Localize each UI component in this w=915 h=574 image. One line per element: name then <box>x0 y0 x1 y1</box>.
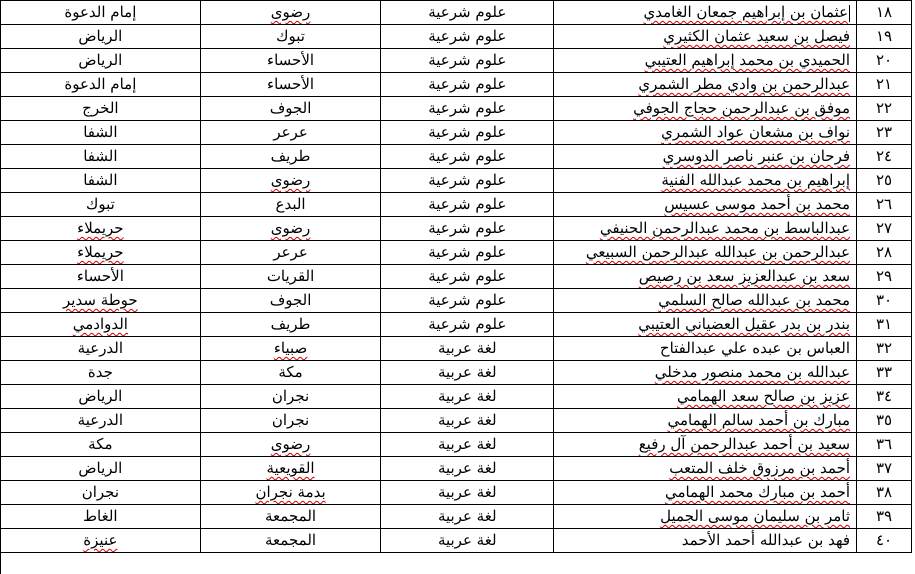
specialization-cell <box>381 241 554 265</box>
specialization-cell <box>381 193 554 217</box>
table-row <box>1 97 912 121</box>
name-cell <box>554 193 857 217</box>
table-row <box>1 385 912 409</box>
destination-cell <box>1 433 201 457</box>
table-row <box>1 433 912 457</box>
destination-cell-text: نجران <box>81 483 120 501</box>
current-city-cell <box>200 409 381 433</box>
specialization-cell-text: علوم شرعية <box>428 267 507 285</box>
specialization-cell-text: لغة عربية <box>437 363 497 381</box>
row-number-text: ٣٧ <box>875 459 893 477</box>
current-city-cell-text: المجمعة <box>265 531 317 549</box>
specialization-cell <box>381 409 554 433</box>
specialization-cell-text: لغة عربية <box>437 339 497 357</box>
row-number <box>857 433 912 457</box>
specialization-cell-text: لغة عربية <box>437 507 497 525</box>
name-cell-text: أحمد بن مرزوق خلف المتعب <box>669 459 851 477</box>
current-city-cell <box>200 289 381 313</box>
row-number <box>857 25 912 49</box>
name-cell-text: العباس بن عبده علي عبدالفتاح <box>659 339 851 357</box>
current-city-cell-text: رضوى <box>270 435 311 453</box>
table-body <box>1 1 912 553</box>
specialization-cell <box>381 73 554 97</box>
current-city-cell <box>200 169 381 193</box>
specialization-cell-text: علوم شرعية <box>428 315 507 333</box>
name-cell <box>554 505 857 529</box>
row-number <box>857 145 912 169</box>
specialization-cell <box>381 385 554 409</box>
current-city-cell-text: نجران <box>271 387 310 405</box>
current-city-cell <box>200 481 381 505</box>
current-city-cell <box>200 97 381 121</box>
destination-cell <box>1 73 201 97</box>
table-row <box>1 25 912 49</box>
row-number <box>857 337 912 361</box>
current-city-cell-text: رضوى <box>270 219 311 237</box>
specialization-cell-text: لغة عربية <box>437 531 497 549</box>
destination-cell-text: إمام الدعوة <box>64 3 137 21</box>
current-city-cell <box>200 385 381 409</box>
current-city-cell-text: طريف <box>270 147 311 165</box>
name-cell-text: مبارك بن أحمد سالم الهمامي <box>667 411 851 429</box>
current-city-cell <box>200 145 381 169</box>
table-row <box>1 217 912 241</box>
current-city-cell <box>200 529 381 553</box>
current-city-cell <box>200 241 381 265</box>
destination-cell-text: جدة <box>87 363 113 381</box>
name-cell <box>554 97 857 121</box>
destination-cell <box>1 289 201 313</box>
row-number-text: ٢١ <box>875 75 893 93</box>
name-cell <box>554 337 857 361</box>
specialization-cell <box>381 169 554 193</box>
table-row <box>1 457 912 481</box>
specialization-cell-text: علوم شرعية <box>428 243 507 261</box>
current-city-cell-text: نجران <box>271 411 310 429</box>
specialization-cell-text: علوم شرعية <box>428 75 507 93</box>
table-row <box>1 313 912 337</box>
destination-cell <box>1 529 201 553</box>
row-number-text: ١٨ <box>875 3 893 21</box>
specialization-cell-text: لغة عربية <box>437 387 497 405</box>
row-number-text: ٣٨ <box>875 483 893 501</box>
row-number <box>857 121 912 145</box>
destination-cell <box>1 193 201 217</box>
specialization-cell-text: علوم شرعية <box>428 219 507 237</box>
name-cell <box>554 265 857 289</box>
table-row <box>1 481 912 505</box>
name-cell <box>554 145 857 169</box>
destination-cell-text: إمام الدعوة <box>64 75 137 93</box>
destination-cell <box>1 49 201 73</box>
row-number-text: ٢٣ <box>875 123 893 141</box>
destination-cell <box>1 265 201 289</box>
name-cell <box>554 289 857 313</box>
name-cell-text: عبدالله بن محمد منصور مدخلي <box>654 363 851 381</box>
destination-cell <box>1 25 201 49</box>
specialization-cell <box>381 1 554 25</box>
name-cell <box>554 121 857 145</box>
name-cell <box>554 409 857 433</box>
current-city-cell-text: تبوك <box>276 27 305 45</box>
table-row <box>1 169 912 193</box>
specialization-cell-text: علوم شرعية <box>428 27 507 45</box>
table-row <box>1 337 912 361</box>
table-row <box>1 1 912 25</box>
specialization-cell <box>381 289 554 313</box>
table-row <box>1 409 912 433</box>
table-row <box>1 265 912 289</box>
destination-cell <box>1 97 201 121</box>
destination-cell-text: الدرعية <box>77 411 124 429</box>
destination-cell <box>1 241 201 265</box>
row-number-text: ١٩ <box>875 27 893 45</box>
name-cell <box>554 241 857 265</box>
specialization-cell <box>381 529 554 553</box>
specialization-cell <box>381 265 554 289</box>
destination-cell <box>1 385 201 409</box>
row-number-text: ٢٤ <box>875 147 893 165</box>
destination-cell-text: الرياض <box>78 387 123 405</box>
row-number <box>857 217 912 241</box>
name-cell-text: سعد بن عبدالعزيز سعد بن رصيص <box>638 267 851 285</box>
name-cell-text: الحميدي بن محمد إبراهيم العتيبي <box>644 51 851 69</box>
destination-cell <box>1 505 201 529</box>
table-row <box>1 289 912 313</box>
name-cell-text: فهد بن عبدالله أحمد الأحمد <box>681 531 851 549</box>
row-number <box>857 385 912 409</box>
destination-cell <box>1 169 201 193</box>
destination-cell-text: حريملاء <box>77 243 124 261</box>
table-row <box>1 505 912 529</box>
page-left-edge <box>0 0 1 574</box>
name-cell <box>554 1 857 25</box>
row-number <box>857 241 912 265</box>
current-city-cell <box>200 121 381 145</box>
current-city-cell-text: البدع <box>275 195 306 213</box>
current-city-cell-text: المجمعة <box>265 507 317 525</box>
table-row <box>1 121 912 145</box>
current-city-cell-text: مكة <box>278 363 303 381</box>
current-city-cell <box>200 1 381 25</box>
row-number-text: ٣٣ <box>875 363 893 381</box>
table-row <box>1 361 912 385</box>
specialization-cell <box>381 121 554 145</box>
name-cell-text: عثمان بن إبراهيم جمعان الغامدي <box>643 3 849 21</box>
current-city-cell-text: رضوى <box>270 171 311 189</box>
table-row <box>1 145 912 169</box>
destination-cell-text: مكة <box>88 435 113 453</box>
specialization-cell <box>381 25 554 49</box>
specialization-cell <box>381 97 554 121</box>
current-city-cell <box>200 313 381 337</box>
name-cell <box>554 529 857 553</box>
table-row <box>1 49 912 73</box>
current-city-cell-text: الأحساء <box>267 51 315 69</box>
specialization-cell-text: علوم شرعية <box>428 99 507 117</box>
current-city-cell <box>200 361 381 385</box>
name-cell-text: فيصل بن سعيد عثمان الكثيري <box>663 27 851 45</box>
table-row <box>1 193 912 217</box>
specialization-cell <box>381 145 554 169</box>
current-city-cell <box>200 505 381 529</box>
current-city-cell-text: الجوف <box>269 99 312 117</box>
row-number-text: ٤٠ <box>875 531 893 549</box>
row-number <box>857 289 912 313</box>
name-cell-text: محمد بن عبدالله صالح السلمي <box>658 291 851 309</box>
row-number-text: ٣٩ <box>875 507 893 525</box>
current-city-cell <box>200 457 381 481</box>
destination-cell-text: الرياض <box>78 459 123 477</box>
destination-cell <box>1 145 201 169</box>
destination-cell-text: حريملاء <box>77 219 124 237</box>
row-number-text: ٢٩ <box>875 267 893 285</box>
row-number-text: ٢٧ <box>875 219 893 237</box>
destination-cell-text: الشفا <box>83 147 118 165</box>
name-cell <box>554 313 857 337</box>
current-city-cell-text: صبياء <box>273 339 308 357</box>
current-city-cell-text: عرعر <box>273 243 308 261</box>
specialization-cell-text: علوم شرعية <box>428 123 507 141</box>
current-city-cell <box>200 25 381 49</box>
current-city-cell-text: بدمة نجران <box>255 483 326 501</box>
specialization-cell <box>381 481 554 505</box>
destination-cell <box>1 313 201 337</box>
row-number-text: ٢٢ <box>875 99 893 117</box>
name-cell-text: إبراهيم بن محمد عبدالله الفنية <box>661 171 851 189</box>
row-number <box>857 1 912 25</box>
row-number-text: ٣٥ <box>875 411 893 429</box>
name-cell <box>554 217 857 241</box>
current-city-cell-text: القويعية <box>266 459 315 477</box>
destination-cell <box>1 217 201 241</box>
specialization-cell <box>381 337 554 361</box>
name-cell-text: بندر بن بدر عقيل العضياني العتيبي <box>638 315 851 333</box>
specialization-cell <box>381 457 554 481</box>
specialization-cell <box>381 49 554 73</box>
table-row <box>1 73 912 97</box>
name-cell-text: فرحان بن عنبر ناصر الدوسري <box>662 147 851 165</box>
current-city-cell <box>200 217 381 241</box>
row-number-text: ٣١ <box>875 315 893 333</box>
specialization-cell-text: علوم شرعية <box>428 3 507 21</box>
row-number <box>857 409 912 433</box>
text-cursor <box>849 5 850 22</box>
destination-cell <box>1 409 201 433</box>
current-city-cell <box>200 193 381 217</box>
specialization-cell-text: لغة عربية <box>437 411 497 429</box>
name-cell <box>554 73 857 97</box>
destination-cell-text: الرياض <box>78 51 123 69</box>
name-cell-text: سعيد بن أحمد عبدالرحمن آل رفيع <box>638 435 851 453</box>
row-number-text: ٢٠ <box>875 51 893 69</box>
row-number <box>857 73 912 97</box>
name-cell-text: عزيز بن صالح سعد الهمامي <box>677 387 851 405</box>
name-cell-text: موفق بن عبدالرحمن حجاج الجوفي <box>633 99 851 117</box>
row-number <box>857 169 912 193</box>
destination-cell <box>1 337 201 361</box>
row-number <box>857 505 912 529</box>
row-number-text: ٢٦ <box>875 195 893 213</box>
specialization-cell-text: علوم شرعية <box>428 195 507 213</box>
specialization-cell <box>381 217 554 241</box>
name-cell <box>554 49 857 73</box>
name-cell <box>554 481 857 505</box>
row-number <box>857 481 912 505</box>
row-number-text: ٣٤ <box>875 387 893 405</box>
specialization-cell <box>381 313 554 337</box>
specialization-cell <box>381 505 554 529</box>
destination-cell-text: حوطة سدير <box>63 291 138 309</box>
row-number <box>857 457 912 481</box>
row-number <box>857 49 912 73</box>
name-cell-text: عبدالرحمن بن عبدالله عبدالرحمن السبيعي <box>585 243 851 261</box>
table-row <box>1 529 912 553</box>
specialization-cell-text: علوم شرعية <box>428 171 507 189</box>
name-cell <box>554 433 857 457</box>
row-number <box>857 313 912 337</box>
destination-cell <box>1 457 201 481</box>
row-number <box>857 97 912 121</box>
current-city-cell <box>200 433 381 457</box>
row-number <box>857 361 912 385</box>
destination-cell <box>1 1 201 25</box>
row-number-text: ٣٦ <box>875 435 893 453</box>
current-city-cell-text: رضوى <box>270 3 311 21</box>
destination-cell <box>1 481 201 505</box>
destination-cell-text: الدرعية <box>77 339 124 357</box>
table-row <box>1 241 912 265</box>
row-number-text: ٣٠ <box>875 291 893 309</box>
destination-cell-text: الخرج <box>82 99 119 117</box>
specialization-cell-text: لغة عربية <box>437 459 497 477</box>
row-number <box>857 529 912 553</box>
destination-cell-text: الدوادمي <box>72 315 128 333</box>
row-number-text: ٣٢ <box>875 339 893 357</box>
specialization-cell-text: علوم شرعية <box>428 51 507 69</box>
specialization-cell-text: علوم شرعية <box>428 147 507 165</box>
specialization-cell-text: لغة عربية <box>437 483 497 501</box>
destination-cell-text: تبوك <box>85 195 115 213</box>
destination-cell <box>1 361 201 385</box>
name-cell-text: ثامر بن سليمان موسى الجميل <box>660 507 851 525</box>
row-number-text: ٢٨ <box>875 243 893 261</box>
row-number-text: ٢٥ <box>875 171 893 189</box>
destination-cell-text: عنيزة <box>83 531 118 549</box>
specialization-cell-text: علوم شرعية <box>428 291 507 309</box>
current-city-cell <box>200 49 381 73</box>
destination-cell-text: الغاط <box>83 507 118 525</box>
specialization-cell <box>381 433 554 457</box>
name-cell-text: أحمد بن مبارك محمد الهمامي <box>664 483 851 501</box>
destination-cell <box>1 121 201 145</box>
current-city-cell-text: الأحساء <box>267 75 315 93</box>
row-number <box>857 265 912 289</box>
current-city-cell-text: طريف <box>270 315 311 333</box>
current-city-cell <box>200 337 381 361</box>
name-cell-text: نواف بن مشعان عواد الشمري <box>661 123 851 141</box>
destination-cell-text: الشفا <box>83 123 118 141</box>
destination-cell-text: الرياض <box>78 27 123 45</box>
destination-cell-text: الشفا <box>83 171 118 189</box>
destination-cell-text: الأحساء <box>76 267 124 285</box>
name-cell <box>554 385 857 409</box>
name-cell <box>554 457 857 481</box>
specialization-cell <box>381 361 554 385</box>
name-cell <box>554 169 857 193</box>
name-cell-text: محمد بن أحمد موسى عسيس <box>664 195 851 213</box>
name-cell-text: عبدالباسط بن محمد عبدالرحمن الحنيفي <box>599 219 851 237</box>
current-city-cell-text: القريات <box>266 267 315 285</box>
current-city-cell <box>200 265 381 289</box>
row-number <box>857 193 912 217</box>
current-city-cell-text: عرعر <box>273 123 308 141</box>
current-city-cell-text: الجوف <box>269 291 312 309</box>
current-city-cell <box>200 73 381 97</box>
name-cell <box>554 25 857 49</box>
specialization-cell-text: لغة عربية <box>437 435 497 453</box>
name-cell <box>554 361 857 385</box>
name-cell-text: عبدالرحمن بن وادي مطر الشمري <box>638 75 851 93</box>
